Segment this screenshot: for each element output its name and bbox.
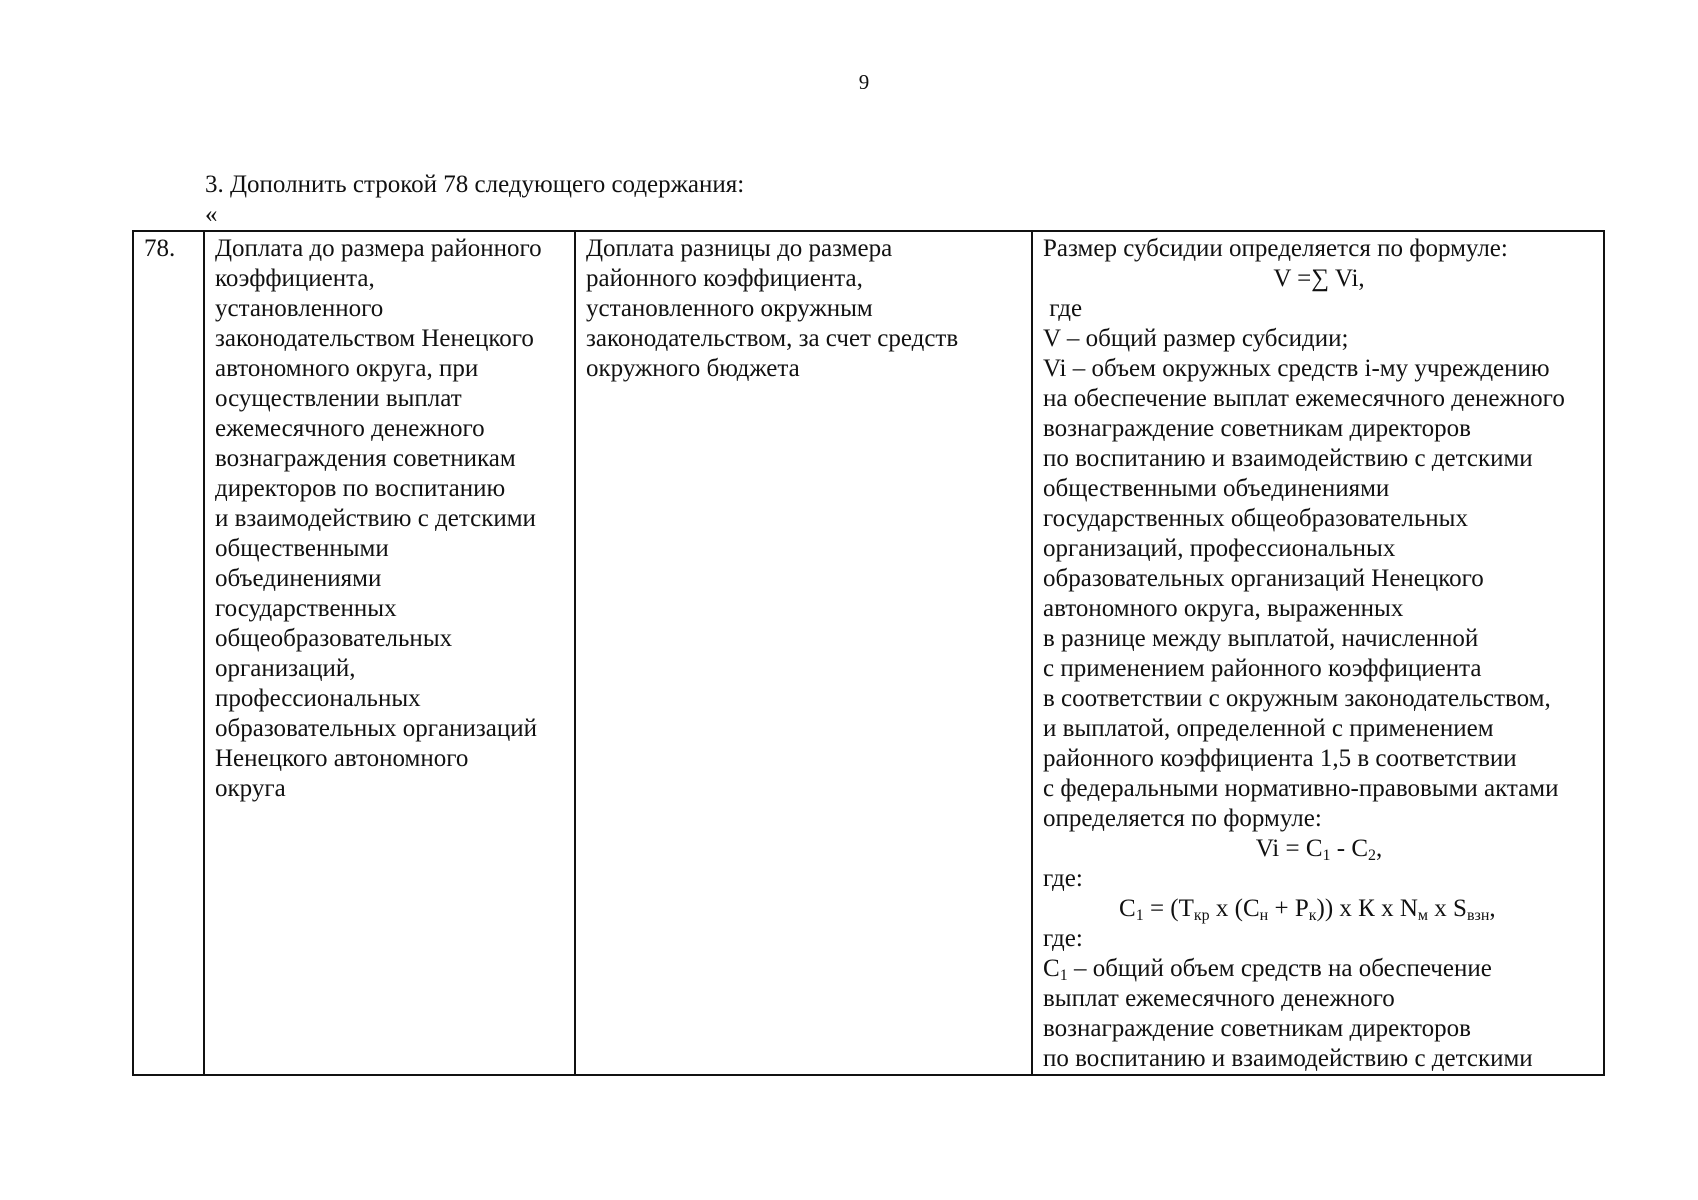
formula-text-line: государственных общеобразовательных	[1043, 505, 1468, 532]
formula-text-line: V – общий размер субсидии;	[1043, 325, 1349, 352]
row-name-line: Ненецкого автономного	[215, 745, 469, 772]
row-name-line: коэффициента,	[215, 265, 375, 292]
formula-text-line: в разнице между выплатой, начисленной	[1043, 625, 1479, 652]
amendment-table	[132, 230, 1605, 1076]
row-formula-cell	[1032, 231, 1604, 1075]
row-name-cell	[204, 231, 575, 1075]
formula-text-line: вознаграждение советникам директоров	[1043, 1015, 1471, 1042]
where-label-3: где:	[1043, 925, 1083, 952]
row-name-line: образовательных организаций	[215, 715, 538, 742]
row-number: 78.	[144, 235, 176, 262]
row-description-line: окружного бюджета	[586, 355, 800, 382]
row-name-line: объединениями	[215, 565, 382, 592]
formula-text-line: в соответствии с окружным законодательством,	[1043, 685, 1551, 712]
formula-text-line: по воспитанию и взаимодействию с детскими	[1043, 1045, 1533, 1072]
formula-text-line: с федеральными нормативно-правовыми актами	[1043, 775, 1559, 802]
formula-text-line: автономного округа, выраженных	[1043, 595, 1404, 622]
opening-quote: «	[205, 201, 218, 228]
formula-explanation-a	[1043, 324, 1595, 834]
row-description-line: законодательством, за счет средств	[586, 325, 959, 352]
row-number-cell	[133, 231, 204, 1075]
row-name-line: и взаимодействию с детскими	[215, 505, 536, 532]
formula-text-line: с применением районного коэффициента	[1043, 655, 1482, 682]
formula-text-line: Vi – объем окружных средств i-му учреждению	[1043, 355, 1550, 382]
row-name-line: округа	[215, 775, 286, 802]
formula-text-line: организаций, профессиональных	[1043, 535, 1396, 562]
row-name-line: профессиональных	[215, 685, 421, 712]
row-name-line: осуществлении выплат	[215, 385, 462, 412]
row-name-line: законодательством Ненецкого	[215, 325, 534, 352]
page-number: 9	[858, 70, 870, 94]
formula-v: V =∑ Vi,	[1273, 265, 1365, 292]
row-name-line: автономного округа, при	[215, 355, 479, 382]
formula-text-line: выплат ежемесячного денежного	[1043, 985, 1395, 1012]
row-description-line: Доплата разницы до размера	[586, 235, 893, 262]
row-name-line: государственных	[215, 595, 397, 622]
formula-intro: Размер субсидии определяется по формуле:	[1043, 235, 1508, 262]
table-row	[133, 231, 1604, 1075]
formula-text-line: определяется по формуле:	[1043, 805, 1322, 832]
formula-text-line: районного коэффициента 1,5 в соответствии	[1043, 745, 1517, 772]
row-name-line: организаций,	[215, 655, 356, 682]
intro-text: 3. Дополнить строкой 78 следующего содержания:	[205, 171, 745, 198]
where-label-1: где	[1043, 295, 1083, 322]
row-name-line: установленного	[215, 295, 384, 322]
formula-c1: $C_1 = (Т_{кр}$ х $(С_н + Р_к)$) х К х $N_м$ х $S_{взн}$,	[1119, 895, 1496, 924]
row-name-line: директоров по воспитанию	[215, 475, 506, 502]
formula-text-line: по воспитанию и взаимодействию с детскими	[1043, 445, 1533, 472]
formula-text-line: общественными объединениями	[1043, 475, 1390, 502]
row-description-cell	[575, 231, 1032, 1075]
row-name-line: общеобразовательных	[215, 625, 453, 652]
row-description-line: районного коэффициента,	[586, 265, 863, 292]
formula-text-line: образовательных организаций Ненецкого	[1043, 565, 1484, 592]
row-name-line: Доплата до размера районного	[215, 235, 542, 262]
formula-vi: $Vi = C_1 - C_2$,	[1255, 835, 1383, 864]
formula-text-line: вознаграждение советникам директоров	[1043, 415, 1471, 442]
formula-text-line: на обеспечение выплат ежемесячного денежного	[1043, 385, 1565, 412]
where-label-2: где:	[1043, 865, 1083, 892]
row-name-line: общественными	[215, 535, 389, 562]
row-name-line: вознаграждения советникам	[215, 445, 516, 472]
row-name-line: ежемесячного денежного	[215, 415, 485, 442]
c1-definition: $C_1$ – общий объем средств на обеспечение	[1043, 955, 1492, 984]
formula-text-line: и выплатой, определенной с применением	[1043, 715, 1494, 742]
row-description-line: установленного окружным	[586, 295, 873, 322]
formula-explanation-b	[1043, 984, 1595, 1074]
